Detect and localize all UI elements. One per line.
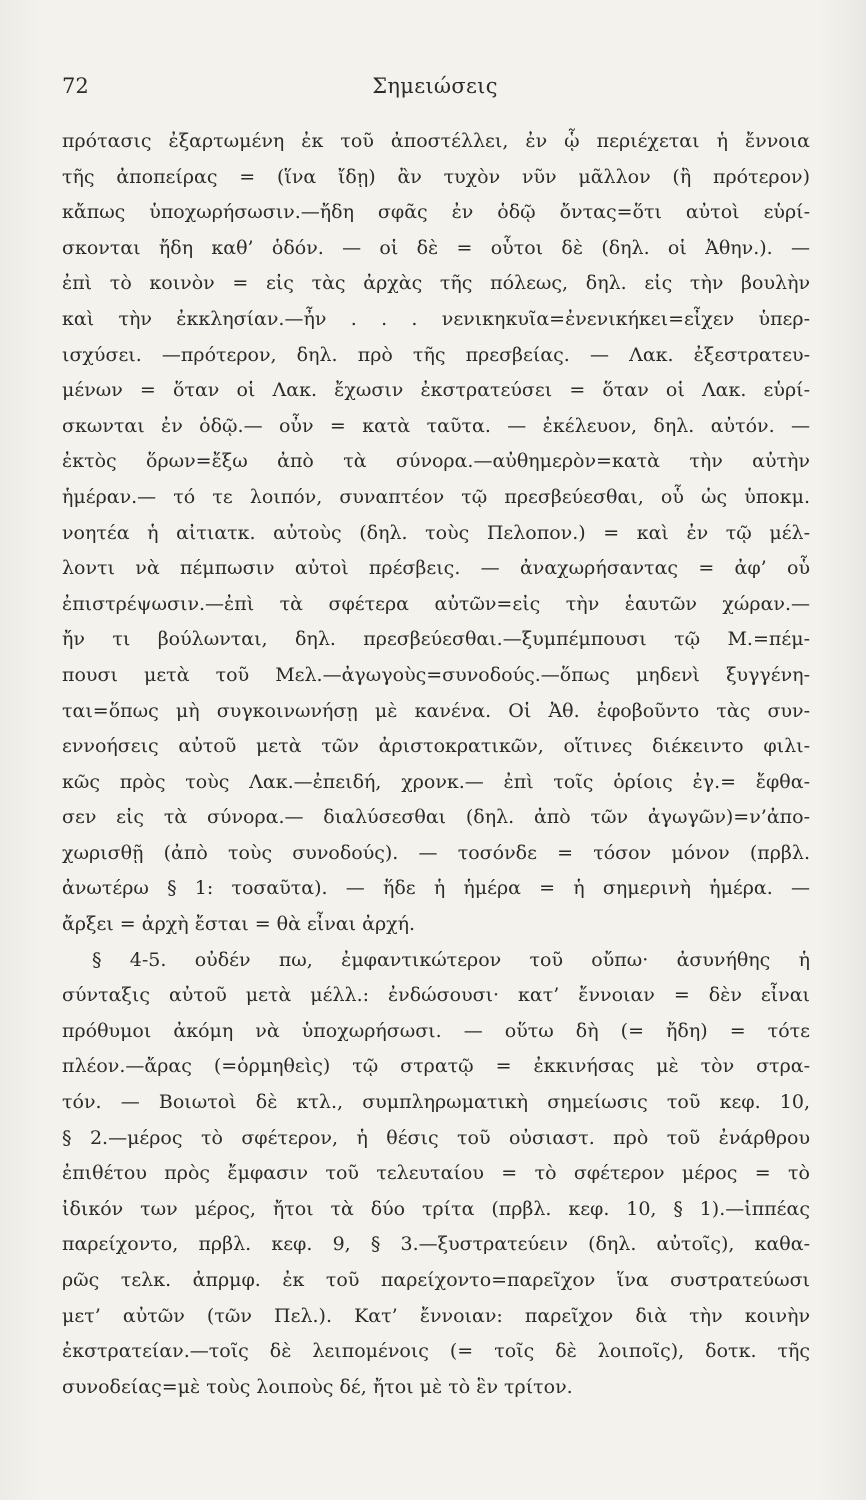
text-line: πρότασις ἐξαρτωμένη ἐκ τοῦ ἀποστέλλει, ἐν ᾧ περιέχεται ἡ ἔννοια (62, 130, 810, 152)
text-line: ρῶς τελκ. ἀπρμφ. ἐκ τοῦ παρείχοντο=παρεῖχον ἵνα συστρατεύωσι (62, 1269, 810, 1291)
running-head: Σημειώσεις (372, 74, 498, 98)
text-line: τῆς ἀποπείρας = (ἵνα ἴδῃ) ἂν τυχὸν νῦν μᾶλλον (ἢ πρότερον) (62, 165, 810, 188)
text-line: σύνταξις αὐτοῦ μετὰ μέλλ.: ἐνδώσουσι· κατ’ ἔννοιαν = δὲν εἶναι (62, 984, 810, 1007)
text-line: ισχύσει. —πρότερον, δηλ. πρὸ τῆς πρεσβείας. — Λακ. ἐξεστρατευ- (62, 343, 810, 366)
text-line: νοητέα ἡ αἰτιατκ. αὐτοὺς (δηλ. τοὺς Πελοπον.) = καὶ ἐν τῷ μέλ- (62, 521, 810, 544)
text-line: σεν εἰς τὰ σύνορα.— διαλύσεσθαι (δηλ. ἀπὸ τῶν ἀγωγῶν)=ν’ἀπο- (62, 806, 810, 829)
text-line: ἰδικόν των μέρος, ἤτοι τὰ δύο τρίτα (πρβλ. κεφ. 10, § 1).—ἱππέας (62, 1197, 810, 1220)
text-line: πλέον.—ἄρας (=ὁρμηθεὶς) τῷ στρατῷ = ἐκκινήσας μὲ τὸν στρα- (62, 1055, 810, 1078)
text-line: παρείχοντο, πρβλ. κεφ. 9, § 3.—ξυστρατεύειν (δηλ. αὐτοῖς), καθα- (62, 1233, 810, 1256)
text-line: ἐπὶ τὸ κοινὸν = εἰς τὰς ἀρχὰς τῆς πόλεως, δηλ. εἰς τὴν βουλὴν (62, 272, 810, 295)
text-line: εννοήσεις αὐτοῦ μετὰ τῶν ἀριστοκρατικῶν, οἵτινες διέκειντο φιλι- (62, 735, 810, 758)
notes-text (62, 124, 810, 1405)
text-line: τόν. — Βοιωτοὶ δὲ κτλ., συμπληρωματικὴ σημείωσις τοῦ κεφ. 10, (62, 1091, 810, 1114)
text-line: χωρισθῇ (ἀπὸ τοὺς συνοδούς). — τοσόνδε = τόσον μόνον (πρβλ. (62, 841, 810, 864)
text-line: καὶ τὴν ἐκκλησίαν.—ἦν . . . νενικηκυῖα=ἐνενικήκει=εἶχεν ὑπερ- (62, 307, 810, 330)
text-line: συνοδείας=μὲ τοὺς λοιποὺς δέ, ἤτοι μὲ τὸ ἓν τρίτον. (62, 1375, 573, 1398)
text-line: κῶς πρὸς τοὺς Λακ.—ἐπειδή, χρονκ.— ἐπὶ τοῖς ὁρίοις ἐγ.= ἔφθα- (62, 770, 810, 793)
text-line: πρόθυμοι ἀκόμη νὰ ὑποχωρήσωσι. — οὕτω δὴ (= ἤδη) = τότε (62, 1019, 810, 1042)
page-number: 72 (62, 74, 89, 98)
text-line: σκονται ἤδη καθ’ ὁδόν. — οἱ δὲ = οὗτοι δὲ (δηλ. οἱ Ἀθην.). — (62, 236, 810, 259)
text-line: σκωνται ἐν ὁδῷ.— οὖν = κατὰ ταῦτα. — ἐκέλευον, δηλ. αὐτόν. — (62, 414, 810, 437)
page-header (60, 66, 810, 106)
text-line: λοντι νὰ πέμπωσιν αὐτοὶ πρέσβεις. — ἀναχωρήσαντας = ἀφ’ οὗ (62, 557, 810, 580)
text-line: κἄπως ὑποχωρήσωσιν.—ἤδη σφᾶς ἐν ὁδῷ ὄντας=ὅτι αὐτοὶ εὑρί- (62, 201, 810, 224)
text-line: ἐκτὸς ὅρων=ἔξω ἀπὸ τὰ σύνορα.—αὐθημερὸν=κατὰ τὴν αὐτὴν (62, 450, 810, 473)
text-line: πουσι μετὰ τοῦ Μελ.—ἀγωγοὺς=συνοδούς.—ὅπως μηδενὶ ξυγγένη- (62, 663, 810, 686)
text-line: ἤν τι βούλωνται, δηλ. πρεσβεύεσθαι.—ξυμπέμπουσι τῷ Μ.=πέμ- (62, 628, 810, 651)
text-line: μετ’ αὐτῶν (τῶν Πελ.). Κατ’ ἔννοιαν: παρεῖχον διὰ τὴν κοινὴν (62, 1304, 810, 1327)
text-line: § 2.—μέρος τὸ σφέτερον, ἡ θέσις τοῦ οὐσιαστ. πρὸ τοῦ ἐνάρθρου (62, 1126, 810, 1149)
text-line: ἐπιστρέψωσιν.—ἐπὶ τὰ σφέτερα αὐτῶν=εἰς τὴν ἑαυτῶν χώραν.— (62, 592, 810, 615)
text-line: ται=ὅπως μὴ συγκοινωνήσῃ μὲ κανένα. Οἱ Ἀθ. ἐφοβοῦντο τὰς συν- (62, 699, 810, 722)
text-line: ἡμέραν.— τό τε λοιπόν, συναπτέον τῷ πρεσβεύεσθαι, οὗ ὡς ὑποκμ. (62, 485, 810, 508)
text-line: § 4-5. οὐδέν πω, ἐμφαντικώτερον τοῦ οὔπω· ἀσυνήθης ἡ (92, 948, 810, 971)
text-line: ἐκστρατείαν.—τοῖς δὲ λειπομένοις (= τοῖς δὲ λοιποῖς), δοτκ. τῆς (62, 1340, 810, 1363)
text-line: ἐπιθέτου πρὸς ἔμφασιν τοῦ τελευταίου = τὸ σφέτερον μέρος = τὸ (62, 1162, 810, 1185)
text-line: μένων = ὅταν οἱ Λακ. ἔχωσιν ἐκστρατεύσει = ὅταν οἱ Λακ. εὑρί- (62, 379, 810, 402)
text-line: ἀνωτέρω § 1: τοσαῦτα). — ἥδε ἡ ἡμέρα = ἡ σημερινὴ ἡμέρα. — (62, 877, 810, 900)
text-line: ἄρξει = ἀρχὴ ἔσται = θὰ εἶναι ἀρχή. (62, 913, 416, 936)
